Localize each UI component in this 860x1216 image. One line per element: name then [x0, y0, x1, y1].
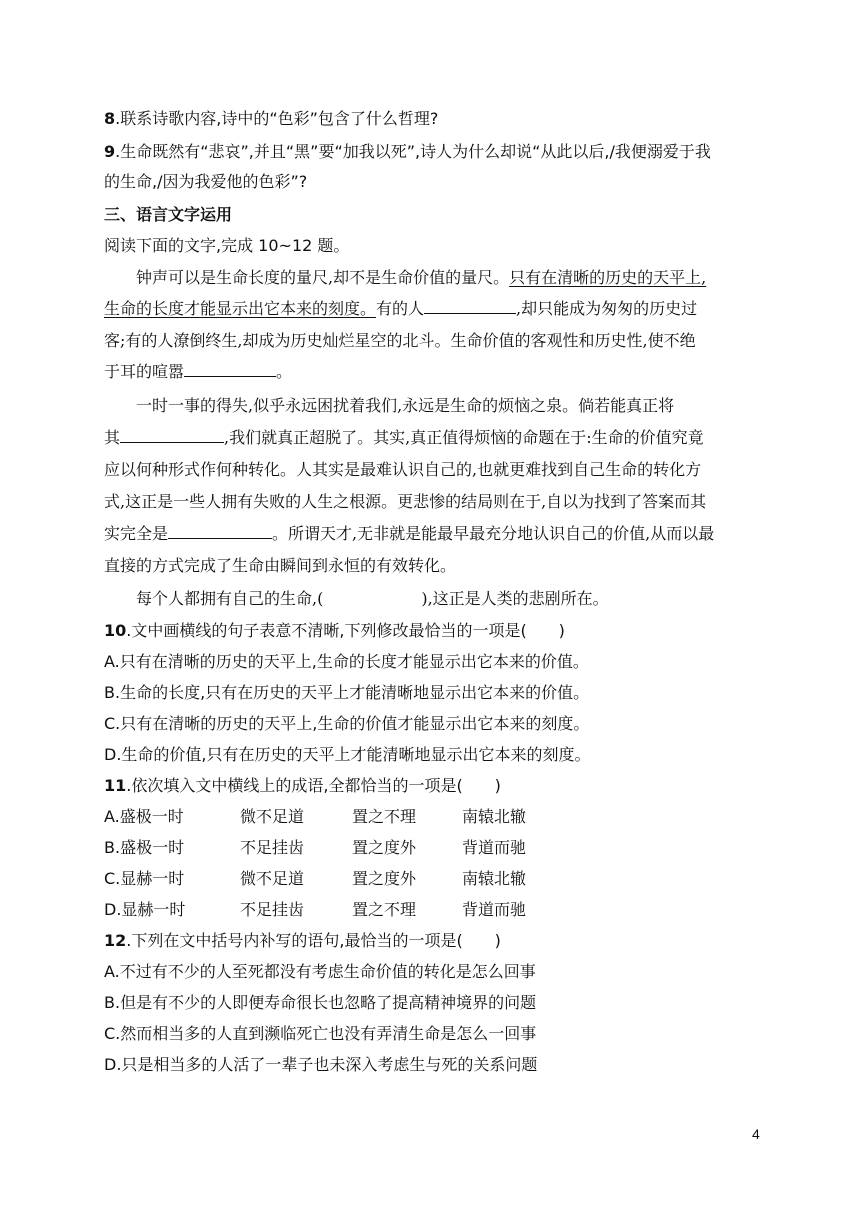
option-idiom: 置之不理 — [352, 807, 417, 826]
option-idiom: D.显赫一时 — [104, 900, 186, 919]
question-number: 9 — [104, 142, 116, 161]
question-number: 8 — [104, 109, 116, 128]
option-row — [104, 900, 526, 920]
passage-line — [104, 428, 704, 448]
question-8 — [104, 109, 438, 129]
option: A.只有在清晰的历史的天平上,生命的长度才能显示出它本来的价值。 — [104, 652, 589, 671]
option-row — [104, 807, 526, 827]
passage-line — [104, 299, 697, 319]
question-text: .联系诗歌内容,诗中的“色彩”包含了什么哲理? — [115, 109, 439, 128]
option-idiom: 不足挂齿 — [240, 838, 305, 857]
passage-line — [136, 589, 609, 609]
passage-line: 一时一事的得失,似乎永远困扰着我们,永远是生命的烦恼之泉。倘若能真正将 — [136, 396, 675, 415]
passage-text: 有的人 — [376, 299, 425, 318]
question-11 — [104, 776, 501, 796]
question-text: .文中画横线的句子表意不清晰,下列修改最恰当的一项是( ) — [126, 621, 565, 640]
question-text: 的生命,/因为我爱他的色彩”? — [104, 172, 308, 191]
page-number: 4 — [752, 1126, 760, 1142]
option-idiom: 背道而驰 — [462, 838, 527, 857]
passage-text: 实完全是 — [104, 524, 169, 543]
option-idiom: 置之度外 — [352, 838, 417, 857]
passage-line: 客;有的人潦倒终生,却成为历史灿烂星空的北斗。生命价值的客观性和历史性,使不绝 — [104, 331, 696, 350]
passage-line: 直接的方式完成了生命由瞬间到永恒的有效转化。 — [104, 556, 457, 575]
option-row — [104, 869, 526, 889]
fill-blank — [168, 524, 272, 539]
option-idiom: 南辕北辙 — [462, 807, 527, 826]
passage-line — [104, 362, 292, 382]
passage-text: 其 — [104, 428, 121, 447]
fill-blank — [120, 428, 224, 443]
passage-text: 。 — [276, 362, 293, 381]
option-idiom: 背道而驰 — [462, 900, 527, 919]
question-text: .生命既然有“悲哀”,并且“黑”要“加我以死”,诗人为什么却说“从此以后,/我便溺爱于我 — [115, 142, 711, 161]
passage-text: ,却只能成为匆匆的历史过 — [516, 299, 698, 318]
fill-blank — [184, 362, 276, 377]
option: C.然而相当多的人直到濒临死亡也没有弄清生命是怎么一回事 — [104, 1024, 537, 1043]
option: A.不过有不少的人至死都没有考虑生命价值的转化是怎么回事 — [104, 962, 536, 981]
option-idiom: B.盛极一时 — [104, 838, 185, 857]
passage-line — [104, 524, 714, 544]
passage-text: ),这正是人类的悲剧所在。 — [421, 589, 609, 608]
passage-line: 应以何种形式作何种转化。人其实是最难认识自己的,也就更难找到自己生命的转化方 — [104, 460, 702, 479]
passage-text: ,我们就真正超脱了。其实,真正值得烦恼的命题在于:生命的价值究竟 — [224, 428, 704, 447]
option-idiom: 不足挂齿 — [240, 900, 305, 919]
option: D.生命的价值,只有在历史的天平上才能清晰地显示出它本来的刻度。 — [104, 745, 591, 764]
question-number: 12 — [104, 931, 127, 950]
option: D.只是相当多的人活了一辈子也未深入考虑生与死的关系问题 — [104, 1055, 538, 1074]
option: B.生命的长度,只有在历史的天平上才能清晰地显示出它本来的价值。 — [104, 683, 590, 702]
question-number: 11 — [104, 776, 127, 795]
fill-blank — [424, 299, 516, 314]
passage-text: 钟声可以是生命长度的量尺,却不是生命价值的量尺。 — [136, 268, 510, 287]
passage-line: 式,这正是一些人拥有失败的人生之根源。更悲惨的结局则在于,自以为找到了答案而其 — [104, 492, 707, 511]
question-number: 10 — [104, 621, 127, 640]
option-idiom: 置之不理 — [352, 900, 417, 919]
option: C.只有在清晰的历史的天平上,生命的价值才能显示出它本来的刻度。 — [104, 714, 590, 733]
option-idiom: 微不足道 — [240, 869, 305, 888]
underlined-sentence: 生命的长度才能显示出它本来的刻度。 — [104, 299, 377, 318]
passage-line — [136, 268, 706, 288]
question-9 — [104, 142, 711, 162]
section-title: 三、语言文字运用 — [104, 205, 233, 224]
option-idiom: 微不足道 — [240, 807, 305, 826]
option-idiom: 置之度外 — [352, 869, 417, 888]
passage-text: 于耳的喧嚣 — [104, 362, 185, 381]
question-12 — [104, 931, 501, 951]
option-row — [104, 838, 526, 858]
option: B.但是有不少的人即便寿命很长也忽略了提高精神境界的问题 — [104, 993, 537, 1012]
passage-text: 每个人都拥有自己的生命,( — [136, 589, 324, 608]
section-instruction: 阅读下面的文字,完成 10~12 题。 — [104, 236, 350, 255]
passage-text: 。所谓天才,无非就是能最早最充分地认识自己的价值,从而以最 — [272, 524, 715, 543]
question-10 — [104, 621, 565, 641]
question-text: .下列在文中括号内补写的语句,最恰当的一项是( ) — [126, 931, 501, 950]
option-idiom: C.显赫一时 — [104, 869, 185, 888]
option-idiom: 南辕北辙 — [462, 869, 527, 888]
question-text: .依次填入文中横线上的成语,全都恰当的一项是( ) — [126, 776, 501, 795]
option-idiom: A.盛极一时 — [104, 807, 184, 826]
question-9-continued — [104, 172, 307, 192]
underlined-sentence: 只有在清晰的历史的天平上, — [509, 268, 707, 287]
